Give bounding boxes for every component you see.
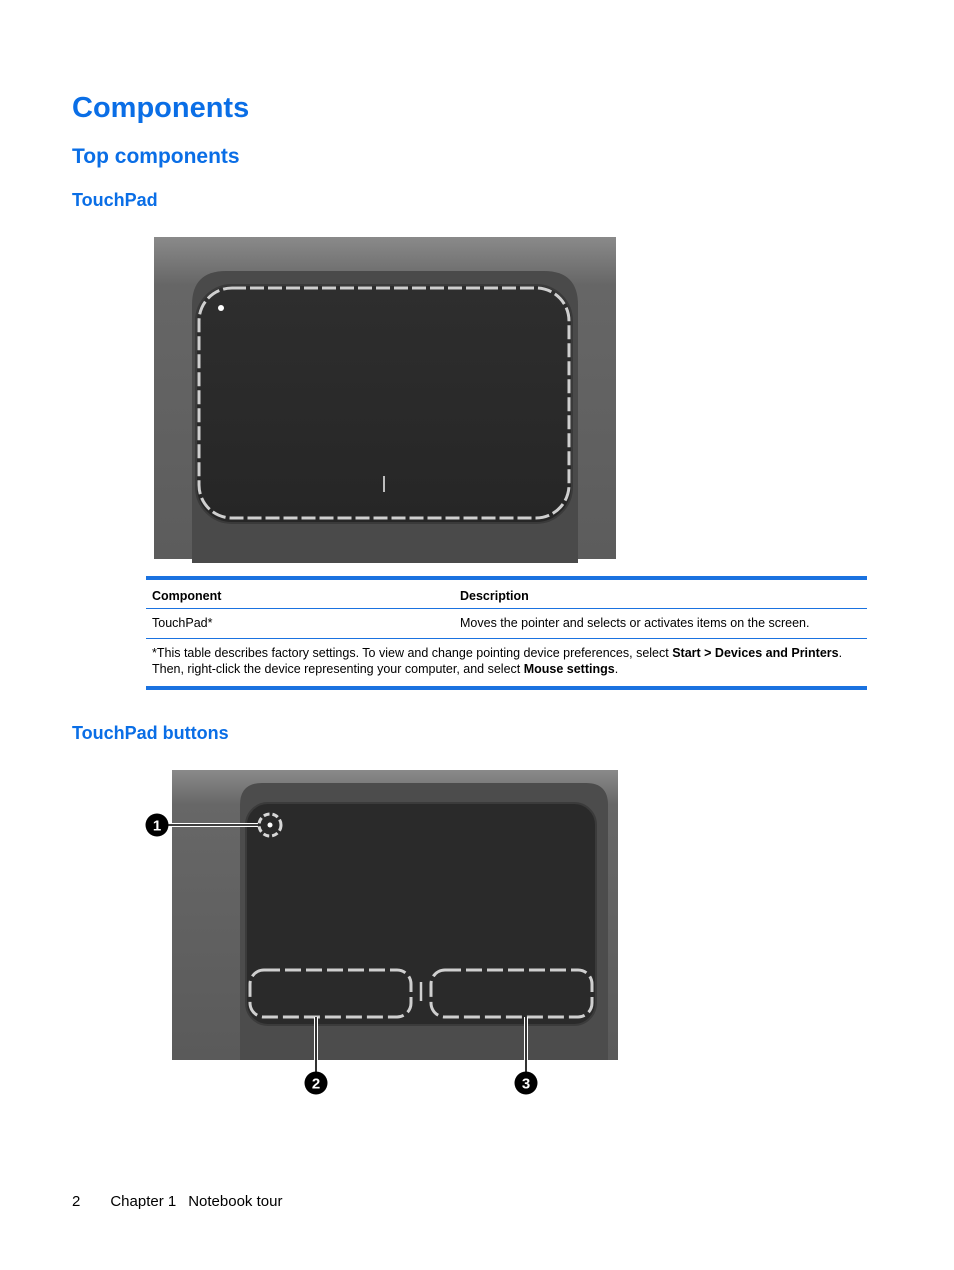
- table-row: [146, 608, 867, 638]
- table-header-row: [146, 578, 867, 608]
- callout-3: [515, 1072, 538, 1095]
- touchpad-led-indicator: [218, 305, 224, 311]
- callout-2: [305, 1072, 328, 1095]
- table-cell-component: TouchPad*: [152, 616, 213, 630]
- footnote-bold-start-devices: Start > Devices and Printers: [672, 645, 839, 660]
- svg-text:1: 1: [152, 817, 162, 835]
- page-title: Components: [72, 92, 250, 124]
- subsection-heading-touchpad: TouchPad: [72, 190, 158, 210]
- svg-text:3: 3: [521, 1075, 531, 1093]
- page-footer: [72, 1193, 282, 1210]
- table-header-component: Component: [152, 588, 222, 603]
- page-number: 2: [72, 1193, 81, 1210]
- table-footnote: [146, 638, 867, 688]
- footnote-text-2: . Then, right-click the device representing your computer, and select: [152, 645, 843, 676]
- footer-chapter: Chapter 1: [110, 1193, 177, 1210]
- touchpad-buttons-illustration: [140, 765, 630, 1100]
- footnote-text-3: .: [614, 661, 619, 676]
- touchpad-illustration: [150, 233, 620, 563]
- touchpad-component-table: [146, 576, 867, 690]
- footer-chapter-title: Notebook tour: [188, 1193, 283, 1210]
- section-heading-top-components: Top components: [72, 145, 240, 168]
- subsection-heading-touchpad-buttons: TouchPad buttons: [72, 723, 229, 743]
- table-note-row: [146, 638, 867, 688]
- footnote-text-1: *This table describes factory settings. To view and change pointing device preferences, select: [152, 645, 673, 660]
- svg-text:2: 2: [311, 1075, 321, 1093]
- table-header-description: Description: [460, 588, 529, 603]
- footnote-bold-mouse-settings: Mouse settings: [523, 661, 615, 676]
- callout-1: [146, 814, 169, 837]
- table-cell-description: Moves the pointer and selects or activates items on the screen.: [460, 616, 810, 630]
